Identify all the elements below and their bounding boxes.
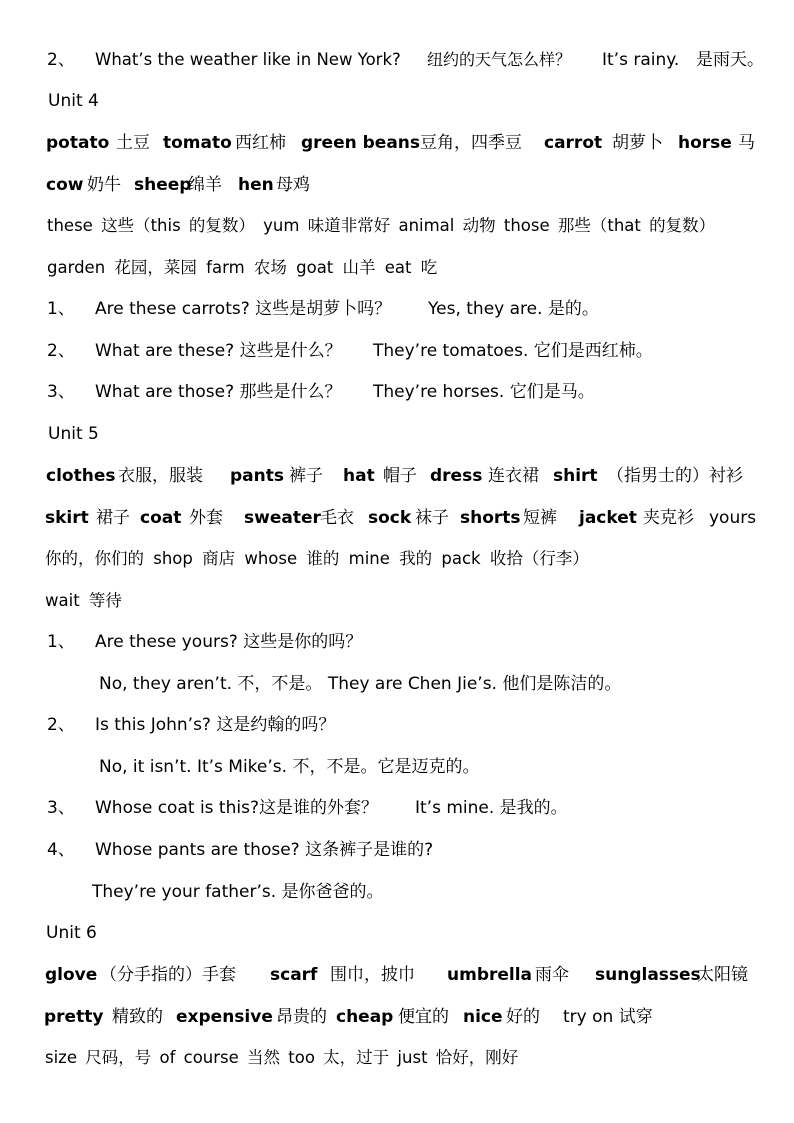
- sentence-number: 1、: [47, 299, 75, 319]
- sentence-question: Are these yours? 这些是你的吗？: [95, 632, 363, 652]
- sentence-number: 2、: [47, 341, 75, 361]
- vocab-meaning: （分手指的）手套: [100, 965, 236, 985]
- sentence-answer: They’re horses. 它们是马。: [373, 382, 595, 402]
- vocab-word: sunglasses: [595, 965, 701, 985]
- unit5-vocab-line-3: 你的，你们的 shop 商店 whose 谁的 mine 我的 pack 收拾（行李）: [45, 549, 589, 568]
- sentence-number: 3、: [47, 382, 75, 402]
- sentence-answer-cn: 是雨天。: [696, 50, 764, 70]
- vocab-word: pants: [230, 466, 284, 486]
- vocab-word: skirt: [45, 508, 89, 528]
- sentence-answer: Yes, they are. 是的。: [428, 299, 599, 319]
- vocab-meaning: （指男士的）衬衫: [607, 466, 743, 486]
- vocab-meaning: 胡萝卜: [612, 133, 663, 153]
- sentence-question: What’s the weather like in New York?: [95, 50, 401, 69]
- sentence-answer: It’s rainy.: [602, 50, 680, 70]
- vocab-word: scarf: [270, 965, 318, 985]
- vocab-word: sock: [368, 508, 412, 528]
- sentence-question-cn: 纽约的天气怎么样？: [427, 50, 572, 69]
- vocab-word: pretty: [44, 1007, 104, 1027]
- vocab-meaning: 太阳镜: [697, 965, 748, 985]
- vocab-meaning: 绵羊: [188, 175, 222, 195]
- vocab-meaning: 毛衣: [320, 508, 354, 528]
- vocab-meaning: 奶牛: [87, 175, 121, 195]
- vocab-word: potato: [46, 133, 110, 153]
- vocab-meaning: 精致的: [112, 1007, 163, 1027]
- unit5-vocab-line-4: wait 等待: [45, 591, 122, 610]
- vocab-word: glove: [45, 965, 98, 985]
- vocab-meaning: 土豆: [116, 133, 150, 153]
- sentence-number: 1、: [47, 632, 75, 652]
- vocab-meaning: 雨伞: [535, 965, 569, 985]
- vocab-meaning: 袜子: [415, 508, 449, 528]
- vocab-word: shorts: [460, 508, 521, 528]
- vocab-meaning: 好的: [506, 1007, 540, 1027]
- sentence-question: Is this John’s? 这是约翰的吗？: [95, 715, 336, 735]
- vocab-word: nice: [463, 1007, 503, 1027]
- vocab-meaning: 连衣裙: [488, 466, 539, 486]
- vocab-word: hat: [343, 466, 375, 486]
- vocab-meaning: 衣服，服装: [118, 466, 203, 486]
- sentence-question: Whose pants are those? 这条裤子是谁的?: [95, 840, 434, 860]
- sentence-number: 2、: [47, 50, 75, 70]
- unit-6-heading: Unit 6: [46, 923, 97, 943]
- unit5-sentence-1-answer: No, they aren’t. 不，不是。 They are Chen Jie’s. 他们是陈洁的。: [99, 674, 622, 694]
- sentence-answer: It’s mine. 是我的。: [415, 798, 568, 818]
- vocab-word: jacket: [579, 508, 637, 528]
- unit-4-heading: Unit 4: [48, 91, 99, 111]
- vocab-meaning: 围巾，披巾: [330, 965, 415, 985]
- vocab-meaning: 豆角，四季豆: [420, 133, 522, 153]
- vocab-word: green beans: [301, 133, 421, 153]
- vocab-word: clothes: [46, 466, 116, 486]
- vocab-word: sweater: [244, 508, 321, 528]
- vocab-word: cheap: [336, 1007, 394, 1027]
- vocab-word: try on 试穿: [563, 1007, 653, 1027]
- vocab-word: carrot: [544, 133, 603, 153]
- sentence-number: 3、: [47, 798, 75, 818]
- vocab-word: expensive: [176, 1007, 273, 1027]
- sentence-question: What are these? 这些是什么？: [95, 341, 342, 361]
- sentence-question: Are these carrots? 这些是胡萝卜吗？: [95, 299, 392, 319]
- vocab-word: sheep: [134, 175, 192, 195]
- sentence-number: 4、: [47, 840, 75, 860]
- vocab-word: shirt: [553, 466, 598, 486]
- unit-5-heading: Unit 5: [48, 424, 99, 444]
- vocab-meaning: 马: [738, 133, 755, 153]
- vocab-meaning: 母鸡: [276, 175, 310, 195]
- vocab-meaning: 便宜的: [398, 1007, 449, 1027]
- vocab-meaning: 夹克衫: [643, 508, 694, 528]
- unit4-vocab-line-4: garden 花园，菜园 farm 农场 goat 山羊 eat 吃: [47, 258, 438, 277]
- vocab-word: umbrella: [447, 965, 533, 985]
- vocab-word: coat: [140, 508, 182, 528]
- vocab-word: yours: [709, 508, 757, 528]
- sentence-number: 2、: [47, 715, 75, 735]
- sentence-question: What are those? 那些是什么？: [95, 382, 342, 402]
- vocab-meaning: 西红柿: [235, 133, 286, 153]
- vocab-meaning: 裤子: [289, 466, 323, 486]
- vocab-meaning: 外套: [189, 508, 223, 528]
- vocab-meaning: 昂贵的: [276, 1007, 327, 1027]
- vocab-meaning: 帽子: [383, 466, 417, 486]
- unit5-sentence-2-answer: No, it isn’t. It’s Mike’s. 不，不是。它是迈克的。: [99, 757, 480, 777]
- unit5-sentence-4-answer: They’re your father’s. 是你爸爸的。: [92, 882, 384, 902]
- unit6-vocab-line-3: size 尺码，号 of course 当然 too 太，过于 just 恰好，刚好: [45, 1048, 519, 1067]
- vocab-word: horse: [678, 133, 732, 153]
- vocab-meaning: 短裤: [523, 508, 557, 528]
- sentence-answer: They’re tomatoes. 它们是西红柿。: [373, 341, 653, 361]
- unit4-vocab-line-3: these 这些（this 的复数） yum 味道非常好 animal 动物 those 那些（that 的复数）: [47, 216, 716, 235]
- vocab-word: hen: [238, 175, 274, 195]
- vocab-word: dress: [430, 466, 483, 486]
- vocab-word: cow: [46, 175, 84, 195]
- vocab-word: tomato: [163, 133, 232, 153]
- vocab-meaning: 裙子: [96, 508, 130, 528]
- sentence-question: Whose coat is this?这是谁的外套？: [95, 798, 378, 818]
